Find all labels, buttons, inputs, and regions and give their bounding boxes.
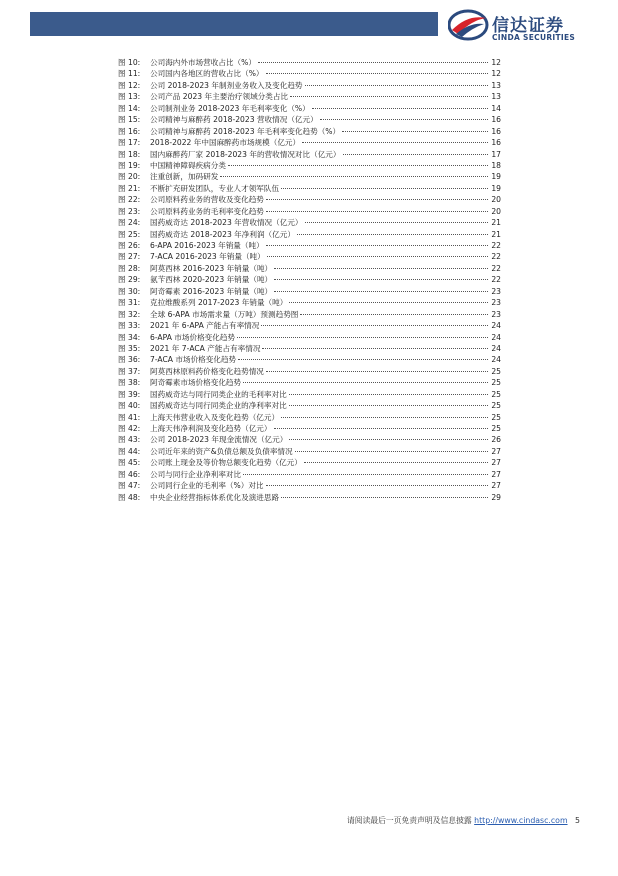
toc-entry-label: 图 15:: [118, 115, 141, 125]
toc-entry-label: 图 12:: [118, 80, 141, 90]
toc-entry-page: 20: [491, 206, 501, 216]
company-logo: [448, 8, 598, 44]
toc-dot-leader: [305, 85, 488, 86]
toc-entry-page: 23: [491, 309, 501, 319]
toc-entry-title: 国内麻醉药厂家 2018-2023 年的营收情况对比（亿元）: [150, 149, 341, 159]
toc-entry-title: 公司与同行企业净利率对比: [150, 469, 242, 479]
toc-entry-page: 27: [491, 481, 501, 491]
toc-entry-page: 25: [491, 424, 501, 433]
footer-url-link[interactable]: http://www.cindasc.com: [474, 816, 568, 825]
toc-entry[interactable]: [118, 91, 501, 102]
figure-index-list: [118, 57, 501, 503]
toc-entry-page: 19: [491, 172, 501, 182]
toc-entry-label: 图 14:: [118, 103, 141, 113]
toc-entry-title: 公司 2018-2023 年制剂业务收入及变化趋势: [150, 80, 303, 90]
toc-entry-label: 图 18:: [118, 149, 141, 159]
toc-entry-title: 公司海内外市场营收占比（%）: [150, 58, 256, 67]
toc-entry-title: 阿莫西林原料药价格变化趋势情况: [150, 366, 264, 376]
toc-dot-leader: [262, 348, 488, 349]
toc-entry-label: 图 16:: [118, 126, 141, 136]
toc-dot-leader: [220, 176, 488, 177]
toc-entry-label: 图 41:: [118, 412, 141, 422]
toc-entry-label: 图 20:: [118, 172, 141, 182]
toc-entry-title: 不断扩充研发团队，专业人才领军队伍: [150, 183, 280, 193]
toc-entry-label: 图 19:: [118, 160, 141, 170]
toc-entry-page: 18: [491, 160, 501, 170]
toc-entry-label: 图 46:: [118, 469, 141, 479]
toc-entry-title: 公司国内各地区的营收占比（%）: [150, 69, 264, 79]
toc-entry-title: 阿奇霉素 2016-2023 年销量（吨）: [150, 286, 273, 296]
toc-entry-label: 图 45:: [118, 458, 141, 468]
toc-entry[interactable]: [118, 183, 501, 194]
toc-entry-label: 图 30:: [118, 286, 141, 296]
toc-dot-leader: [289, 439, 488, 440]
toc-entry-label: 图 10:: [118, 58, 141, 67]
toc-entry-label: 图 32:: [118, 309, 141, 319]
toc-entry[interactable]: [118, 149, 501, 160]
toc-entry-title: 公司精神与麻醉药 2018-2023 营收情况（亿元）: [150, 115, 318, 125]
toc-dot-leader: [302, 142, 488, 143]
footer-disclaimer: 请阅读最后一页免责声明及信息披露: [346, 816, 472, 825]
toc-entry-title: 阿奇霉素市场价格变化趋势: [150, 378, 242, 388]
toc-entry[interactable]: [118, 343, 501, 354]
toc-entry-page: 24: [491, 355, 501, 365]
toc-entry-label: 图 11:: [118, 69, 141, 79]
toc-entry-page: 14: [491, 103, 501, 113]
toc-dot-leader: [267, 256, 488, 257]
brand-name-en: CINDA SECURITIES: [492, 33, 576, 42]
toc-entry-title: 公司产品 2023 年主要治疗领域分类占比: [150, 92, 289, 102]
toc-entry-page: 21: [491, 218, 501, 228]
toc-entry[interactable]: [118, 274, 501, 285]
toc-entry-title: 公司精神与麻醉药 2018-2023 年毛利率变化趋势（%）: [150, 126, 341, 136]
toc-entry-title: 国药威奇达与同行同类企业的净利率对比: [150, 401, 287, 411]
toc-entry-title: 克拉维酸系列 2017-2023 年销量（吨）: [150, 298, 288, 308]
toc-entry-page: 24: [491, 332, 501, 342]
toc-entry-label: 图 13:: [118, 92, 141, 102]
toc-dot-leader: [289, 302, 488, 303]
toc-entry-label: 图 42:: [118, 424, 141, 433]
toc-dot-leader: [281, 417, 488, 418]
toc-dot-leader: [320, 119, 488, 120]
page-number: 5: [575, 816, 580, 825]
toc-entry-label: 图 48:: [118, 492, 141, 502]
toc-dot-leader: [266, 73, 488, 74]
toc-entry-page: 20: [491, 195, 501, 205]
toc-dot-leader: [343, 154, 489, 155]
toc-entry-page: 24: [491, 343, 501, 353]
toc-entry-page: 25: [491, 389, 501, 399]
toc-dot-leader: [281, 188, 488, 189]
toc-dot-leader: [243, 382, 488, 383]
toc-entry-label: 图 24:: [118, 218, 141, 228]
toc-entry-label: 图 25:: [118, 229, 141, 239]
toc-entry[interactable]: [118, 171, 501, 182]
toc-entry[interactable]: [118, 400, 501, 411]
toc-entry[interactable]: [118, 57, 501, 68]
toc-dot-leader: [305, 222, 488, 223]
toc-entry-page: 13: [491, 92, 501, 102]
toc-entry[interactable]: [118, 480, 501, 491]
toc-dot-leader: [266, 211, 488, 212]
toc-entry-page: 22: [491, 241, 501, 250]
toc-entry-title: 7-ACA 2016-2023 年销量（吨）: [150, 252, 265, 262]
toc-entry-page: 22: [491, 275, 501, 285]
toc-entry-title: 中国精神障碍疾病分类: [150, 160, 226, 170]
toc-entry-label: 图 22:: [118, 195, 141, 205]
toc-dot-leader: [312, 108, 488, 109]
toc-entry-title: 阿莫西林 2016-2023 年销量（吨）: [150, 263, 273, 273]
toc-dot-leader: [300, 314, 488, 315]
toc-entry-title: 国药威奇达 2018-2023 年营收情况（亿元）: [150, 218, 303, 228]
toc-entry-title: 2021 年 6-APA 产能占有率情况: [150, 321, 260, 331]
toc-entry-label: 图 23:: [118, 206, 141, 216]
toc-entry-label: 图 44:: [118, 446, 141, 456]
toc-entry-title: 公司账上现金及等价物总额变化趋势（亿元）: [150, 458, 302, 468]
toc-entry-title: 公司制剂业务 2018-2023 年毛利率变化（%）: [150, 103, 310, 113]
toc-entry[interactable]: [118, 240, 501, 251]
toc-dot-leader: [289, 394, 488, 395]
toc-entry-page: 23: [491, 298, 501, 308]
toc-entry-page: 27: [491, 458, 501, 468]
toc-entry-title: 2021 年 7-ACA 产能占有率情况: [150, 343, 261, 353]
toc-entry[interactable]: [118, 332, 501, 343]
toc-entry[interactable]: [118, 320, 501, 331]
toc-entry[interactable]: [118, 229, 501, 240]
toc-dot-leader: [266, 199, 488, 200]
toc-entry[interactable]: [118, 389, 501, 400]
toc-entry-title: 6-APA 市场价格变化趋势: [150, 332, 236, 342]
toc-dot-leader: [274, 268, 488, 269]
toc-dot-leader: [274, 428, 489, 429]
toc-dot-leader: [238, 359, 488, 360]
toc-dot-leader: [297, 234, 488, 235]
header-bar: [30, 12, 438, 36]
toc-dot-leader: [261, 325, 488, 326]
toc-entry-label: 图 37:: [118, 366, 141, 376]
toc-entry[interactable]: [118, 80, 501, 91]
toc-dot-leader: [289, 405, 488, 406]
toc-entry-page: 21: [491, 229, 501, 239]
toc-entry[interactable]: [118, 492, 501, 503]
toc-entry-title: 上海天伟营业收入及变化趋势（亿元）: [150, 412, 280, 422]
toc-entry-label: 图 39:: [118, 389, 141, 399]
toc-entry-page: 25: [491, 366, 501, 376]
toc-entry-title: 公司同行企业的毛利率（%）对比: [150, 481, 264, 491]
toc-entry[interactable]: [118, 309, 501, 320]
toc-entry-page: 12: [491, 58, 501, 67]
toc-entry[interactable]: [118, 160, 501, 171]
toc-entry-title: 6-APA 2016-2023 年销量（吨）: [150, 241, 264, 250]
toc-entry-label: 图 17:: [118, 138, 141, 148]
toc-entry[interactable]: [118, 217, 501, 228]
toc-entry-title: 2018-2022 年中国麻醉药市场规模（亿元）: [150, 138, 301, 148]
toc-entry-label: 图 40:: [118, 401, 141, 411]
toc-entry-title: 上海天伟净利润及变化趋势（亿元）: [150, 424, 272, 433]
toc-entry[interactable]: [118, 297, 501, 308]
toc-entry[interactable]: [118, 434, 501, 445]
toc-dot-leader: [228, 165, 488, 166]
toc-entry-title: 公司原料药业务的营收及变化趋势: [150, 195, 264, 205]
toc-entry-page: 23: [491, 286, 501, 296]
toc-dot-leader: [274, 291, 488, 292]
toc-entry-page: 27: [491, 469, 501, 479]
toc-entry[interactable]: [118, 354, 501, 365]
toc-entry[interactable]: [118, 251, 501, 262]
toc-entry-label: 图 27:: [118, 252, 141, 262]
toc-entry-page: 16: [491, 126, 501, 136]
toc-entry-title: 全球 6-APA 市场需求量（万吨）预测趋势图: [150, 309, 299, 319]
toc-dot-leader: [266, 245, 488, 246]
toc-dot-leader: [290, 96, 488, 97]
toc-entry-page: 19: [491, 183, 501, 193]
logo-mark-icon: [448, 8, 490, 42]
toc-dot-leader: [266, 371, 488, 372]
toc-entry[interactable]: [118, 377, 501, 388]
toc-entry[interactable]: [118, 469, 501, 480]
toc-entry-page: 26: [491, 435, 501, 445]
toc-entry-title: 公司原料药业务的毛利率变化趋势: [150, 206, 264, 216]
toc-entry-title: 氨苄西林 2020-2023 年销量（吨）: [150, 275, 273, 285]
toc-entry-page: 12: [491, 69, 501, 79]
brand-name-cn: 信达证券: [492, 16, 564, 36]
toc-entry[interactable]: [118, 206, 501, 217]
toc-entry-page: 25: [491, 401, 501, 411]
toc-entry-title: 公司 2018-2023 年现金流情况（亿元）: [150, 435, 288, 445]
toc-dot-leader: [274, 279, 488, 280]
toc-entry-title: 7-ACA 市场价格变化趋势: [150, 355, 237, 365]
toc-entry-label: 图 31:: [118, 298, 141, 308]
toc-entry-page: 16: [491, 115, 501, 125]
toc-entry-label: 图 38:: [118, 378, 141, 388]
page-footer: [0, 815, 580, 826]
toc-entry-page: 13: [491, 80, 501, 90]
toc-dot-leader: [304, 462, 488, 463]
toc-entry-label: 图 33:: [118, 321, 141, 331]
toc-entry-page: 22: [491, 252, 501, 262]
toc-entry[interactable]: [118, 194, 501, 205]
toc-dot-leader: [266, 485, 488, 486]
toc-entry-label: 图 43:: [118, 435, 141, 445]
toc-dot-leader: [243, 474, 488, 475]
toc-entry-page: 17: [491, 149, 501, 159]
toc-entry[interactable]: [118, 68, 501, 79]
toc-entry-page: 22: [491, 263, 501, 273]
toc-dot-leader: [295, 451, 488, 452]
toc-entry[interactable]: [118, 457, 501, 468]
toc-entry-label: 图 29:: [118, 275, 141, 285]
toc-entry-title: 注重创新，加码研发: [150, 172, 219, 182]
toc-entry[interactable]: [118, 137, 501, 148]
toc-entry[interactable]: [118, 423, 501, 434]
toc-entry-label: 图 47:: [118, 481, 141, 491]
toc-dot-leader: [237, 337, 488, 338]
toc-entry-page: 16: [491, 138, 501, 148]
toc-entry-page: 27: [491, 446, 501, 456]
toc-entry-title: 中央企业经营指标体系优化及演进思路: [150, 492, 280, 502]
toc-dot-leader: [258, 62, 488, 63]
toc-entry-label: 图 36:: [118, 355, 141, 365]
toc-entry[interactable]: [118, 103, 501, 114]
toc-entry[interactable]: [118, 366, 501, 377]
toc-entry-page: 29: [491, 492, 501, 502]
toc-dot-leader: [342, 131, 488, 132]
toc-entry-page: 25: [491, 412, 501, 422]
toc-entry[interactable]: [118, 126, 501, 137]
toc-entry-label: 图 35:: [118, 343, 141, 353]
toc-entry-label: 图 34:: [118, 332, 141, 342]
toc-entry-title: 国药威奇达 2018-2023 年净利润（亿元）: [150, 229, 295, 239]
toc-entry-title: 公司近年来的资产&负债总额及负债率情况: [150, 446, 293, 456]
toc-entry[interactable]: [118, 412, 501, 423]
toc-entry-label: 图 26:: [118, 241, 141, 250]
toc-entry-title: 国药威奇达与同行同类企业的毛利率对比: [150, 389, 287, 399]
toc-entry-page: 25: [491, 378, 501, 388]
toc-entry-label: 图 28:: [118, 263, 141, 273]
toc-dot-leader: [281, 497, 488, 498]
toc-entry[interactable]: [118, 446, 501, 457]
toc-entry-label: 图 21:: [118, 183, 141, 193]
toc-entry[interactable]: [118, 114, 501, 125]
toc-entry-page: 24: [491, 321, 501, 331]
toc-entry[interactable]: [118, 263, 501, 274]
toc-entry[interactable]: [118, 286, 501, 297]
